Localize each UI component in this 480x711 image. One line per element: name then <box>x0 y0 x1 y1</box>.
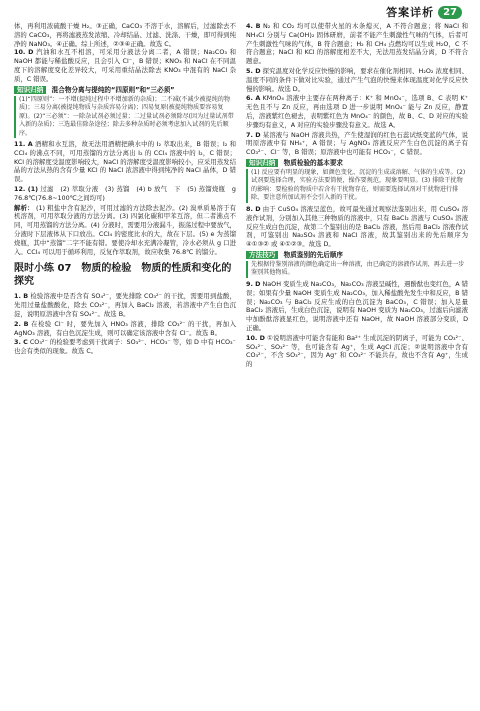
answer-text: N₂ 和 CO₂ 均可以使带火星的木条熄灭，A 不符合题意；将 NaCl 和 NH₄Cl 分别与 Ca(OH)₂ 固体研磨，前者不能产生刺激性气味的气体，后者可产生刺激性气味的气体，B 符合题意；H₂ 和 CH₄ 点燃均可以生成 H₂O，C 不符合题意；NaCl 和 KCl 的溶解度相差不大，无法用蒸发结晶分离，D 不符合题意。 <box>246 22 468 66</box>
answer-text: 检验溶液中是否含有 SO₄²⁻，要先排除 CO₃²⁻ 的干扰，需要用到盐酸，先用过量盐酸酸化，除去 CO₃²⁻，再加入 BaCl₂ 溶液，若溶液中产生白色沉淀，说明原溶液中含有 SO₄²⁻。故选 B。 <box>14 292 236 319</box>
answer-item-2 <box>14 320 236 338</box>
box-tag: 方法技巧 <box>246 251 278 259</box>
answer-text: 由于 CuSO₄ 溶液呈蓝色，故可最先通过观察法鉴别出来，用 CuSO₄ 溶液作试剂，分别加入其他三种物质的溶液中，只有 BaCl₂ 溶液与 CuSO₄ 溶液反应生成白色沉淀，故第二个鉴别出的是 BaCl₂ 溶液，然后用 BaCl₂ 溶液作试剂，可鉴别出 Na₂SO₄ 溶液和 NaCl 溶液，故其鉴别出来的先后顺序为 ④①③② 或 ④①②③。故选 D。 <box>246 204 469 249</box>
answer-item-8 <box>246 205 468 249</box>
analysis <box>14 204 236 257</box>
method-box-title <box>246 251 468 260</box>
knowledge-box-title <box>246 159 468 168</box>
box-tag: 知识归纳 <box>246 159 278 167</box>
answer-number: 12. (1) <box>14 185 39 194</box>
answer-number: 2. B <box>14 319 29 328</box>
answer-text: 过滤 (2) 萃取分液 (3) 蒸馏 (4) b 放气 下 (5) 蒸馏烧瓶 g 76.8℃(76.8~100℃之间均可) <box>14 185 243 202</box>
answer-number: 1. B <box>14 292 29 301</box>
answer-item-7 <box>246 131 468 157</box>
box-title-text: 物质检验的基本要求 <box>283 158 344 167</box>
answer-number: 10. D <box>246 333 265 342</box>
knowledge-box-body: (1)“四原则”：一不增(提纯过程中不增加新的杂质)；二不减(不减少被提纯的物质)；三易分离(被提纯物质与杂质容易分离)；四易复原(被提纯物质要容易复原)。(2)“三必须”：一除杂试剂必须过量；二过量试剂必须除尽(因为过量试剂带入新的杂质)；三选最佳除杂途径；除去多种杂质时必须考虑加入试剂的先后顺序。 <box>14 96 236 139</box>
answer-item-12 <box>14 185 243 203</box>
answer-item-10 <box>14 48 236 83</box>
box-title-text: 混合物分离与提纯的“四原则”和“三必须” <box>51 85 175 94</box>
answer-text: ①说明溶液中可能含有能和 Ba²⁺ 生成沉淀的阴离子，可能为 CO₃²⁻、SO₄²⁻、SO₃²⁻ 等，也可能含有 Ag⁺，生成 AgCl 沉淀；②说明溶液中含有 CO₃²⁻，不含 SO₃²⁻，因为 Ag⁺ 和 CO₃²⁻ 不能共存，故也不含有 Ag⁺，生成的 <box>246 333 468 369</box>
answer-item-1 <box>14 292 236 318</box>
answer-text: 在检验 Cl⁻ 时，要先加入 HNO₃ 溶液，排除 CO₃²⁻ 的干扰，再加入 AgNO₃ 溶液，有白色沉淀生成，则可以确定该溶液中含有 Cl⁻。故选 B。 <box>14 319 236 337</box>
answer-text: 某溶液与 NaOH 溶液共热，产生使湿润的红色石蕊试纸变蓝的气体，说明原溶液中有 NH₄⁺，A 错误；与 AgNO₃ 溶液反应产生白色沉淀的离子有 CO₃²⁻、Cl⁻ 等，B 错误；原溶液中也可能有 HCO₃⁻，C 错误。 <box>246 130 469 157</box>
knowledge-box-body: (1) 反应要有明显的现象，如颜色变化、沉淀的生成或溶解、气体的生成等。(2) 试剂要选择合理，实验方法要简便，操作要规范，现象要明显。(3) 排除干扰物的影响：要检验的物质中若含有干扰物存在，则需要选择试剂对干扰物进行排除，要注意所加试剂不会引入新的干扰。 <box>246 169 468 203</box>
answer-number: 7. D <box>246 130 261 139</box>
answer-text: 探究温度对化学反应快慢的影响，要求在催化剂相同、H₂O₂ 浓度相同、温度不同的条件下做对比实验，通过产生气泡的快慢来体现温度对化学反应快慢的影响。故选 D。 <box>246 66 468 93</box>
answer-text: NaOH 变质生成 Na₂CO₃，Na₂CO₃ 溶液呈碱性，遇酚酞也变红色，A 错误；如果有少量 NaOH 变质生成 Na₂CO₃，加入稀盐酸先发生中和反应，B 错误；Na₂CO₃ 与 BaCl₂ 反应生成的白色沉淀为 BaCO₃，C 错误；加入足量 BaCl₂ 溶液后，生成白色沉淀，说明有 NaOH 变质为 Na₂CO₃，过滤后向滤液中加酚酞溶液显红色，说明溶液中还有 NaOH，故 NaOH 溶液部分变质，D 正确。 <box>246 279 469 332</box>
answer-item-10b <box>246 334 468 369</box>
analysis-label: 解析： <box>14 203 34 212</box>
box-tag: 知识归纳 <box>14 86 46 94</box>
answer-text: CO₃²⁻ 的检验要考虑到干扰离子：SO₃²⁻、HCO₃⁻ 等，如 D 中有 HCO₃⁻ 也会有类似的现象。故选 C。 <box>14 338 236 356</box>
answer-item-11 <box>14 140 236 184</box>
page-header <box>386 4 462 20</box>
answer-item-3 <box>14 338 236 356</box>
answer-text: 酒精和水互溶，故无法用酒精把碘水中的 I₂ 萃取出来，B 错误；I₂ 和 CCl₄ 的沸点不同，可用蒸馏的方法分离出 I₂ 的 CCl₄ 溶液中的 I₂，C 错误；KCl 的溶解度受温度影响较大，NaCl 的溶解度受温度影响较小，应采用蒸发结晶的方法从热的含有少量 KCl 的 NaCl 浓溶液中得到纯净的 NaCl 晶体，D 错误。 <box>14 140 236 184</box>
answer-number: 3. C <box>14 338 28 347</box>
analysis-text: (1) 粗盐中含有泥沙，可用过滤的方法除去泥沙。(2) 溴单质易溶于有机溶剂，可用萃取分液的方法分离。(3) 四氯化碳和甲苯互溶，但二者沸点不同，可用蒸馏的方法分离。(4) 分液时，需要用分液漏斗，振荡过程中要放气，分液时下层液体从下口放出。CCl₄ 的密度比水的大，故在下层。(5) e 为蒸馏烧瓶，其中“蒸馏”二字不能有错。要使冷却水充满冷凝管，冷水必须从 g 口进入。CCl₄ 可以用于循环利用，反复作萃取剂，故应收集 76.8℃ 的馏分。 <box>14 203 237 256</box>
knowledge-box-title <box>14 86 236 95</box>
answer-number: 4. B <box>246 22 261 30</box>
method-box-body: 先根据待鉴别溶液的颜色确定出一种溶液，由已确定的溶液作试剂，再去进一步鉴别其他物质。 <box>246 261 468 278</box>
paragraph-continuation: 体，再利用浓硫酸干燥 H₂。③正确，CaCO₃ 不溶于水，溶解后，过滤除去不溶的 CaCO₃，再将滤液蒸发浓缩、冷却结晶、过滤、洗涤、干燥，即可得到纯净的 NaNO₃。④正确。综上所述，②③④正确。故选 C。 <box>14 22 236 48</box>
answer-text: 汽油和水互不相溶，可采用分液法分离二者，A 错误；Na₂CO₃ 和 NaOH 都能与稀盐酸反应，且会引入 Cl⁻，B 错误；KNO₃ 和 NaCl 在不同温度下的溶解度变化差异较大，可采用重结晶法除去 KNO₃ 中混有的 NaCl 杂质，C 错误。 <box>14 48 236 83</box>
answer-item-6 <box>246 94 468 129</box>
answer-number: 10. D <box>14 48 34 57</box>
box-title-text: 物质鉴别的先后顺序 <box>283 250 344 259</box>
right-column <box>246 22 468 370</box>
header-title: 答案详析 <box>386 6 435 19</box>
answer-item-9 <box>246 280 468 333</box>
answer-item-4 <box>246 22 468 66</box>
answer-number: 6. A <box>246 94 261 103</box>
answer-number: 8. D <box>246 204 261 213</box>
answer-item-5 <box>246 67 468 93</box>
answer-number: 9. D <box>246 279 261 288</box>
section-title: 限时小练 07 物质的检验 物质的性质和变化的探究 <box>14 263 232 288</box>
answer-text: KMnO₄ 溶液中主要存在两种离子：K⁺ 和 MnO₄⁻，选项 B、C 表明 K⁺ 无色且不与 Zn 反应，再由选项 D 进一步说明 MnO₄⁻ 能与 Zn 反应，静置后，溶液紫红色褪去，表明紫红色为 MnO₄⁻ 的颜色，故 B、C、D 对应的实验步骤均有意义，A 对应的实验步骤没有意义。故选 A。 <box>246 94 469 129</box>
page-number: 27 <box>438 6 462 19</box>
answer-number: 5. D <box>246 66 261 75</box>
left-column <box>14 22 243 357</box>
answer-number: 11. A <box>14 140 33 149</box>
